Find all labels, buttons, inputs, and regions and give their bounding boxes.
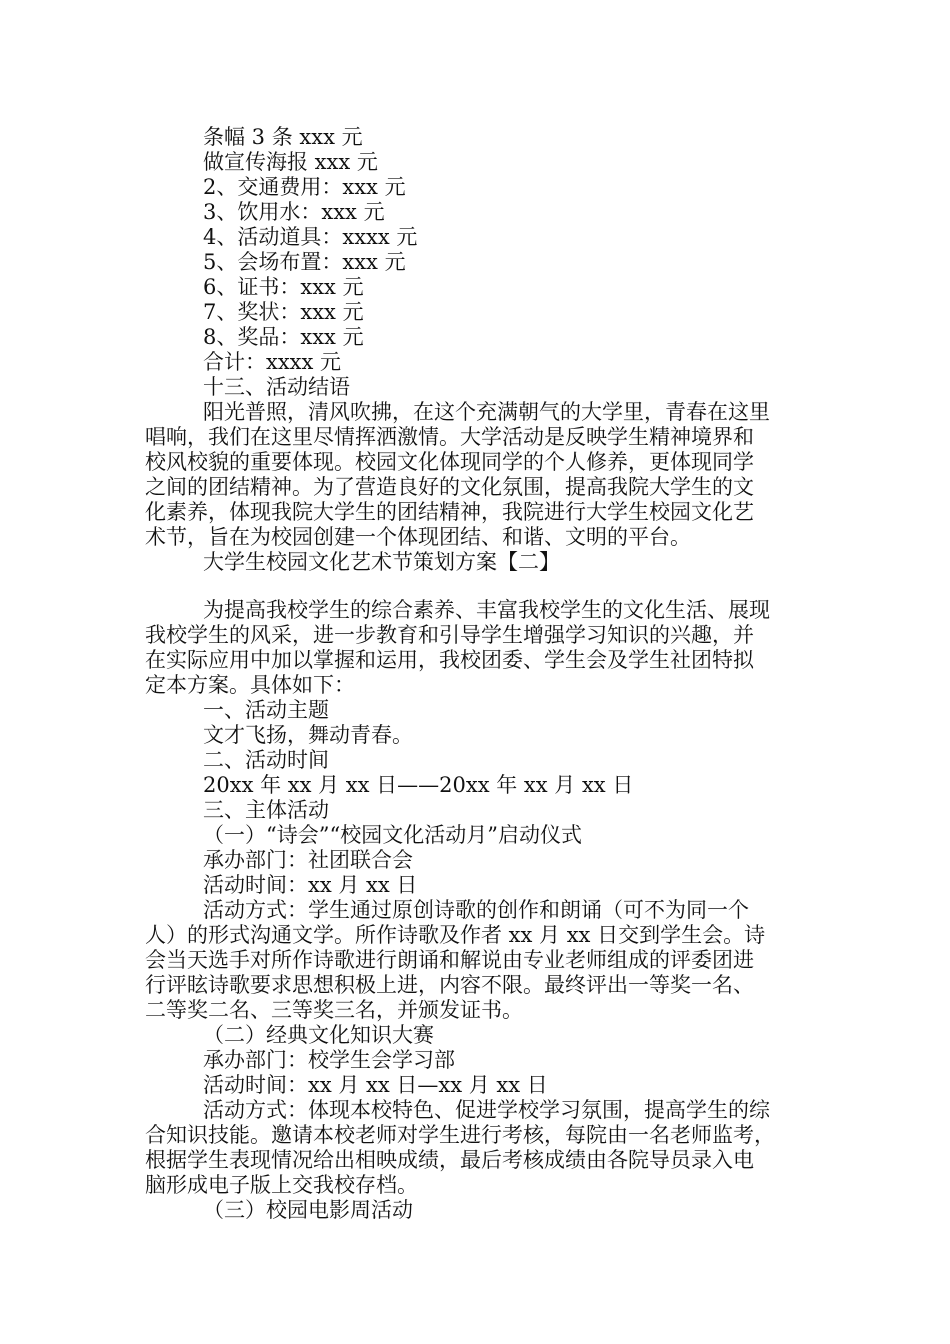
- paragraph-line: 术节，旨在为校园创建一个体现团结、和谐、文明的平台。: [145, 525, 691, 549]
- paragraph-line: 为提高我校学生的综合素养、丰富我校学生的文化生活、展现: [203, 598, 770, 622]
- paragraph-line: 根据学生表现情况给出相映成绩，最后考核成绩由各院导员录入电: [145, 1148, 754, 1172]
- text-line: 文才飞扬，舞动青春。: [203, 723, 413, 747]
- paragraph-line: 我校学生的风采，进一步教育和引导学生增强学习知识的兴趣，并: [145, 623, 754, 647]
- paragraph-line: 唱响，我们在这里尽情挥洒激情。大学活动是反映学生精神境界和: [145, 425, 754, 449]
- text-line: 2、交通费用：xxx 元: [203, 175, 406, 199]
- paragraph-line: 化素养，体现我院大学生的团结精神，我院进行大学生校园文化艺: [145, 500, 754, 524]
- paragraph-line: 在实际应用中加以掌握和运用，我校团委、学生会及学生社团特拟: [145, 648, 754, 672]
- text-line: 活动时间：xx 月 xx 日—xx 月 xx 日: [203, 1073, 548, 1097]
- text-line: 条幅 3 条 xxx 元: [203, 125, 363, 149]
- paragraph-line: 脑形成电子版上交我校存档。: [145, 1173, 418, 1197]
- text-line: 承办部门：校学生会学习部: [203, 1048, 455, 1072]
- paragraph-line: 行评眩诗歌要求思想积极上进，内容不限。最终评出一等奖一名、: [145, 973, 754, 997]
- text-line: 合计：xxxx 元: [203, 350, 342, 374]
- text-line: 4、活动道具：xxxx 元: [203, 225, 418, 249]
- text-line: 6、证书：xxx 元: [203, 275, 364, 299]
- paragraph-line: 阳光普照，清风吹拂，在这个充满朝气的大学里，青春在这里: [203, 400, 770, 424]
- plan-title: 大学生校园文化艺术节策划方案【二】: [203, 550, 560, 574]
- section-heading: 十三、活动结语: [203, 375, 350, 399]
- paragraph-line: 之间的团结精神。为了营造良好的文化氛围，提高我院大学生的文: [145, 475, 754, 499]
- text-line: 20xx 年 xx 月 xx 日——20xx 年 xx 月 xx 日: [203, 773, 634, 797]
- text-line: 3、饮用水：xxx 元: [203, 200, 385, 224]
- subsection-heading: （三）校园电影周活动: [203, 1198, 413, 1222]
- subsection-heading: （二）经典文化知识大赛: [203, 1023, 434, 1047]
- paragraph-line: 合知识技能。邀请本校老师对学生进行考核，每院由一名老师监考，: [145, 1123, 775, 1147]
- paragraph-line: 定本方案。具体如下：: [145, 673, 355, 697]
- subsection-heading: （一）“诗会”“校园文化活动月”启动仪式: [203, 823, 582, 847]
- paragraph-line: 二等奖二名、三等奖三名，并颁发证书。: [145, 998, 523, 1022]
- text-line: 5、会场布置：xxx 元: [203, 250, 406, 274]
- text-line: 活动时间：xx 月 xx 日: [203, 873, 418, 897]
- text-line: 7、奖状：xxx 元: [203, 300, 364, 324]
- section-heading: 三、主体活动: [203, 798, 329, 822]
- paragraph-line: 校风校貌的重要体现。校园文化体现同学的个人修养，更体现同学: [145, 450, 754, 474]
- paragraph-line: 活动方式：体现本校特色、促进学校学习氛围，提高学生的综: [203, 1098, 770, 1122]
- section-heading: 二、活动时间: [203, 748, 329, 772]
- section-heading: 一、活动主题: [203, 698, 329, 722]
- paragraph-line: 人）的形式沟通文学。所作诗歌及作者 xx 月 xx 日交到学生会。诗: [145, 923, 766, 947]
- text-line: 做宣传海报 xxx 元: [203, 150, 378, 174]
- text-line: 8、奖品：xxx 元: [203, 325, 364, 349]
- paragraph-line: 会当天选手对所作诗歌进行朗诵和解说由专业老师组成的评委团进: [145, 948, 754, 972]
- text-line: 承办部门：社团联合会: [203, 848, 413, 872]
- paragraph-line: 活动方式：学生通过原创诗歌的创作和朗诵（可不为同一个: [203, 898, 749, 922]
